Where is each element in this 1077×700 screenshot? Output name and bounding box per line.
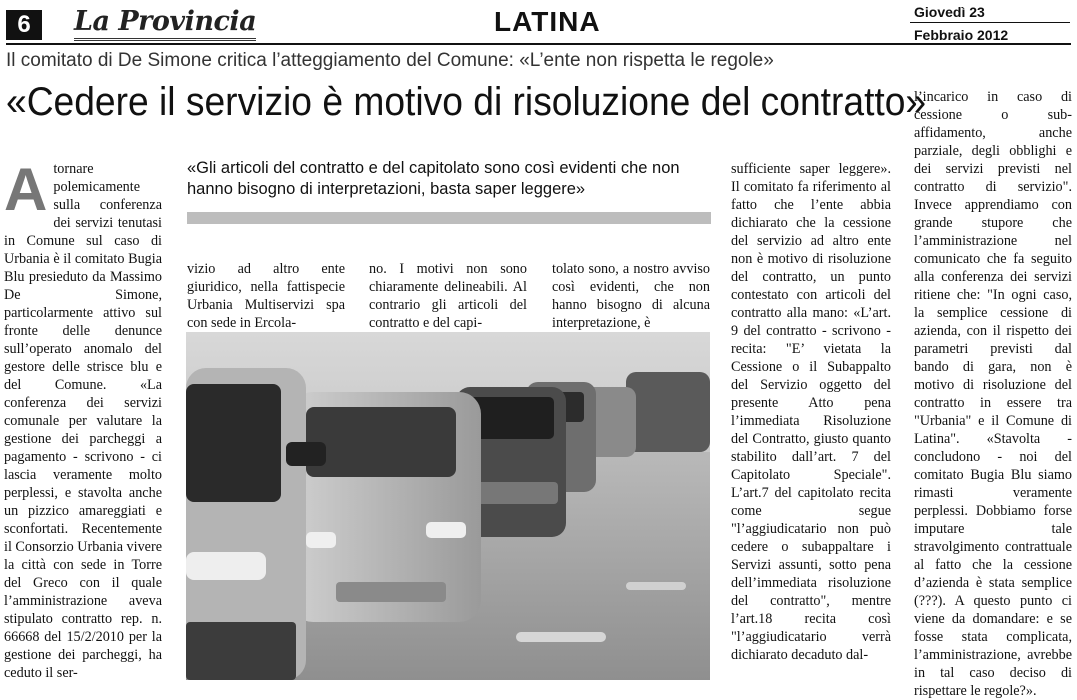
article-column-1 <box>4 156 162 682</box>
article-column-4: tolato sono, a nostro avviso così evidenti, che non hanno bisogno di alcuna interpretazione, è <box>552 261 710 331</box>
pull-quote: «Gli articoli del contratto e del capitolato sono così evidenti che non hanno bisogno di interpretazioni, basta saper leggere» <box>187 159 680 198</box>
article-column-6: l’incarico in caso di cessione o sub-affidamento, anche parziale, degli obblighi e dei servizi previsti nel contratto di servizio". Invece apprendiamo con grande stupore che l’amministrazione nel comunicato che fa seguito alla conferenza dei servizi ritiene che: "In ogni caso, la semplice cessione di azienda, con il rispetto dei parametri previsti dal bando di gara, non è motivo di risoluzione del contratto in essere tra "Urbania" e il Comune di Latina". «Stavolta - concludono - noi del comitato Bugia Blu siamo rimasti veramente perplessi. Dobbiamo forse imputare tale stravolgimento contrattuale al fatto che la cessione d’azienda è stata semplice (???). A questo punto ci viene da domandare: e se fosse stata complicata, l’amministrazione, avrebbe in tal caso deciso di rispettare le regole?». <box>914 89 1072 699</box>
article-column-2: vizio ad altro ente giuridico, nella fattispecie Urbania Multiservizi spa con sede in Ercola- <box>187 261 345 331</box>
publication-logo: La Provincia <box>74 6 256 41</box>
section-title: LATINA <box>494 6 601 37</box>
traffic-jam-photo <box>186 332 710 680</box>
drop-cap: A <box>4 156 48 223</box>
article-kicker: Il comitato di De Simone critica l’atteggiamento del Comune: «L’ente non rispetta le regole» <box>6 50 774 71</box>
article-column-5: sufficiente saper leggere». Il comitato fa riferimento al fatto che l’ente abbia dichiarato che la cessione del servizio ad altro ente non è motivo di risoluzione del contratto, un punto contestato con articoli del contratto alla mano: «L’art. 9 del contratto - scrivono - recita: "E’ vietata la Cessione o il Subappalto del Servizio oggetto del presente Atto pena l’immediata Risoluzione del Contratto, giusto quanto stabilito dall’art. 7 del Capitolato Speciale". L’art.7 del capitolato recita come segue "l’aggiudicatario non può cedere o subappaltare i Servizi assunti, sotto pena dell’immediata risoluzione del contratto", mentre l’art.18 recita così "l’aggiudicatario verrà dichiarato decaduto dal- <box>731 161 891 663</box>
page-number: 6 <box>6 10 42 40</box>
article-column-3: no. I motivi non sono chiaramente delineabili. Al contrario gli articoli del contratto e del capi- <box>369 261 527 331</box>
issue-date-month: Febbraio 2012 <box>914 27 1009 43</box>
masthead-rule <box>6 43 1071 45</box>
date-divider <box>910 22 1070 23</box>
column-1-text: tornare polemicamente sulla conferenza dei servizi tenutasi in Comune sul caso di Urbania è il comitato Bugia Blu presieduto da Massimo De Simone, particolarmente attivo sul fronte delle denunce sull’operato anomalo del gestore delle strisce blu e del Comune. «La conferenza dei servizi comunale per valutare la gestione dei parcheggi a pagamento - scrivono - ci lascia veramente molto perplessi, e stavolta anche un pizzico amareggiati e sconfortati. Recentemente il Consorzio Urbania vivere la città con sede in Torre del Greco con il quale l’amministrazione aveva stipulato contratto rep. n. 66668 del 15/2/2010 per la gestione dei parcheggi, ha ceduto il ser- <box>4 161 162 681</box>
pull-quote-bar <box>187 212 711 224</box>
article-headline: «Cedere il servizio è motivo di risoluzione del contratto» <box>6 80 927 124</box>
issue-date-day: Giovedì 23 <box>914 4 985 20</box>
